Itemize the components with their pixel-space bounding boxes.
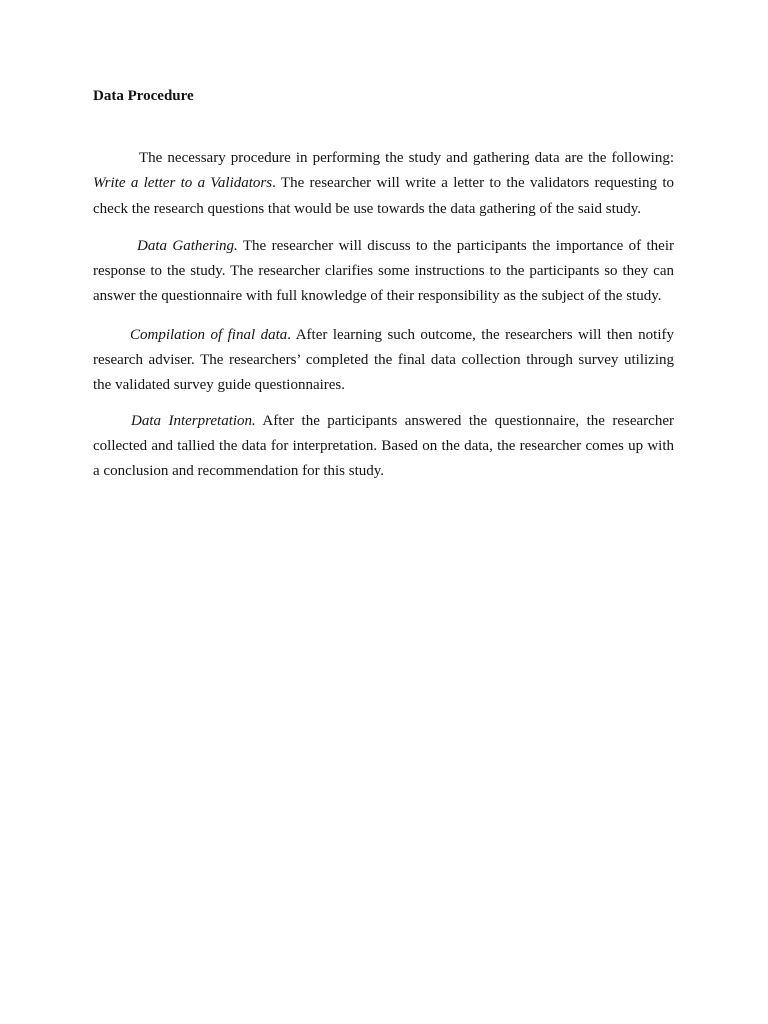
paragraph-validators [93,146,674,222]
paragraph-text: . The researcher will write a letter to the validators requesting to check the research questions that would be use towards the data gathering of the said study. [93,175,674,217]
paragraph-compilation [93,323,674,399]
paragraph-lead-compilation: Compilation of final data [130,326,288,343]
paragraph-interpretation [93,409,674,485]
section-heading: Data Procedure [93,88,194,104]
paragraph-lead-interpretation: Data Interpretation. [131,412,256,429]
paragraph-intro: The necessary procedure in performing the study and gathering data are the following: [139,150,674,166]
paragraph-lead-data-gathering: Data Gathering. [137,237,238,254]
paragraph-text: After the participants answered the questionnaire, the researcher collected and tallied the data for interpretation. Based on the data, the researcher comes up with a conclusion and recommendation for this study. [93,412,674,480]
paragraph-text: . After learning such outcome, the researchers will then notify research adviser. The researchers’ completed the final data collection through survey utilizing the validated survey guide questionnaires. [93,326,674,394]
document-body [93,86,674,485]
paragraph-text: The researcher will discuss to the participants the importance of their response to the study. The researcher clarifies some instructions to the participants so they can answer the questionnaire with full knowledge of their responsibility as the subject of the study. [93,237,674,305]
paragraph-data-gathering [93,234,674,310]
paragraph-lead-validators: Write a letter to a Validators [93,175,273,192]
